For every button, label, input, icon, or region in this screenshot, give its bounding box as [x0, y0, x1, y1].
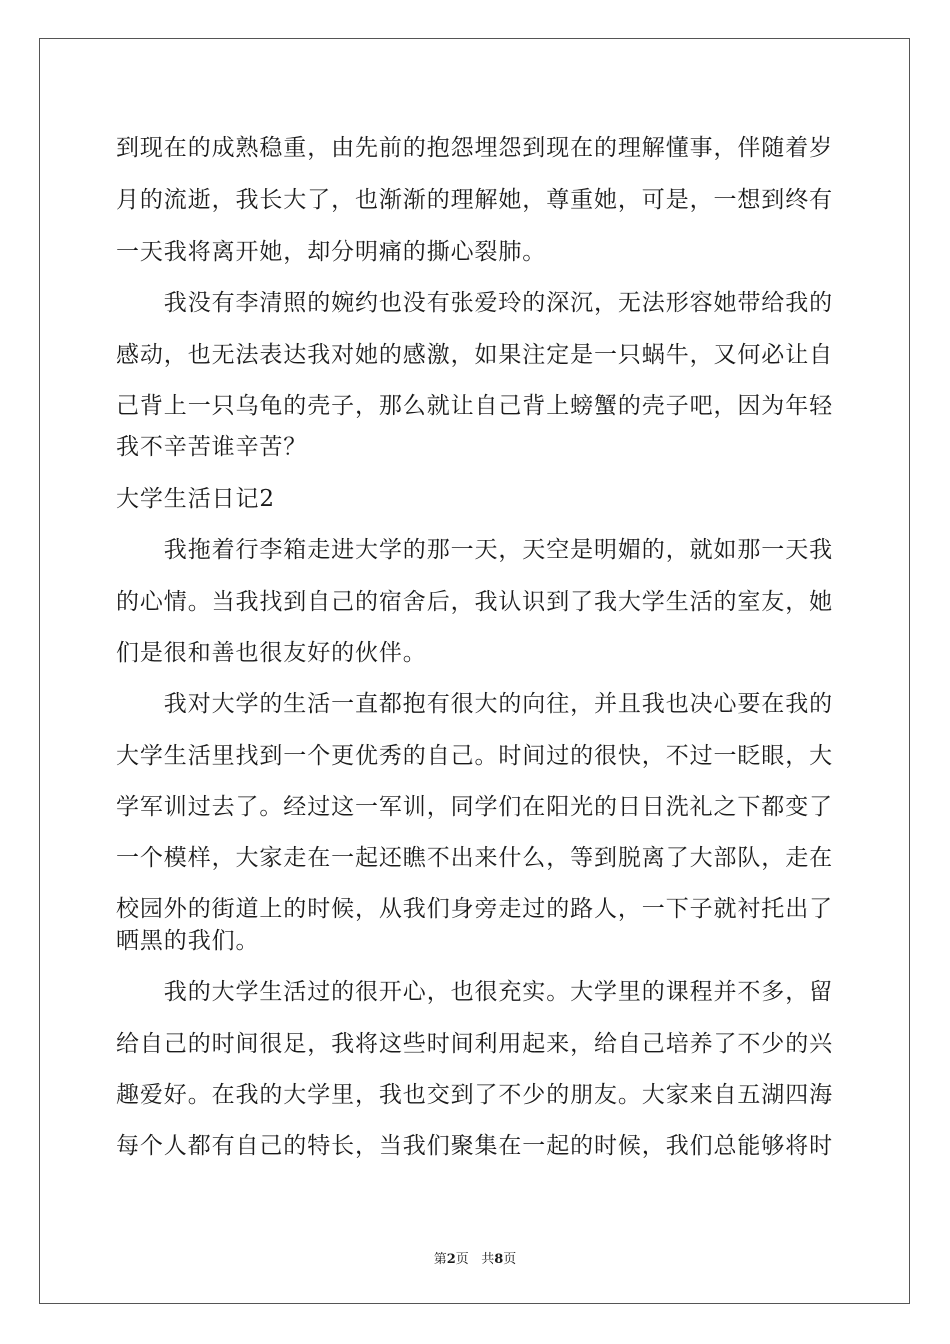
text-line: 每个人都有自己的特长，当我们聚集在一起的时候，我们总能够将时 [116, 1133, 833, 1159]
text-line: 感动，也无法表达我对她的感激，如果注定是一只蜗牛，又何必让自 [116, 342, 833, 368]
text-line: 我的大学生活过的很开心，也很充实。大学里的课程并不多，留 [116, 979, 833, 1005]
text-line: 己背上一只乌龟的壳子，那么就让自己背上螃蟹的壳子吧，因为年轻 [116, 393, 833, 419]
total-pages: 8 [494, 1252, 504, 1267]
text-line: 我没有李清照的婉约也没有张爱玲的深沉，无法形容她带给我的 [116, 290, 833, 316]
text-line: 的心情。当我找到自己的宿舍后，我认识到了我大学生活的室友，她 [116, 589, 833, 615]
text-line: 晒黑的我们。 [116, 928, 260, 954]
text-line: 一个模样，大家走在一起还瞧不出来什么，等到脱离了大部队，走在 [116, 845, 833, 871]
page-prefix: 第 [433, 1252, 447, 1267]
text-line: 月的流逝，我长大了，也渐渐的理解她，尊重她，可是，一想到终有 [116, 187, 833, 213]
text-line: 校园外的街道上的时候，从我们身旁走过的路人，一下子就衬托出了 [116, 896, 833, 922]
page-suffix: 页 [455, 1252, 469, 1267]
text-line: 我拖着行李箱走进大学的那一天，天空是明媚的，就如那一天我 [116, 537, 833, 563]
total-prefix: 共 [481, 1252, 495, 1267]
page-number: 2 [446, 1252, 456, 1267]
total-suffix: 页 [503, 1252, 517, 1267]
section-heading: 大学生活日记2 [116, 486, 275, 512]
text-line: 大学生活里找到一个更优秀的自己。时间过的很快，不过一眨眼，大 [116, 743, 833, 769]
text-line: 我不辛苦谁辛苦？ [116, 434, 308, 460]
text-line: 一天我将离开她，却分明痛的撕心裂肺。 [116, 239, 547, 265]
text-line: 趣爱好。在我的大学里，我也交到了不少的朋友。大家来自五湖四海 [116, 1082, 833, 1108]
text-line: 给自己的时间很足，我将这些时间利用起来，给自己培养了不少的兴 [116, 1031, 833, 1057]
text-line: 到现在的成熟稳重，由先前的抱怨埋怨到现在的理解懂事，伴随着岁 [116, 135, 833, 161]
page-footer [0, 1250, 950, 1270]
text-line: 们是很和善也很友好的伙伴。 [116, 640, 427, 666]
text-line: 学军训过去了。经过这一军训，同学们在阳光的日日洗礼之下都变了 [116, 794, 833, 820]
text-line: 我对大学的生活一直都抱有很大的向往，并且我也决心要在我的 [116, 691, 833, 717]
